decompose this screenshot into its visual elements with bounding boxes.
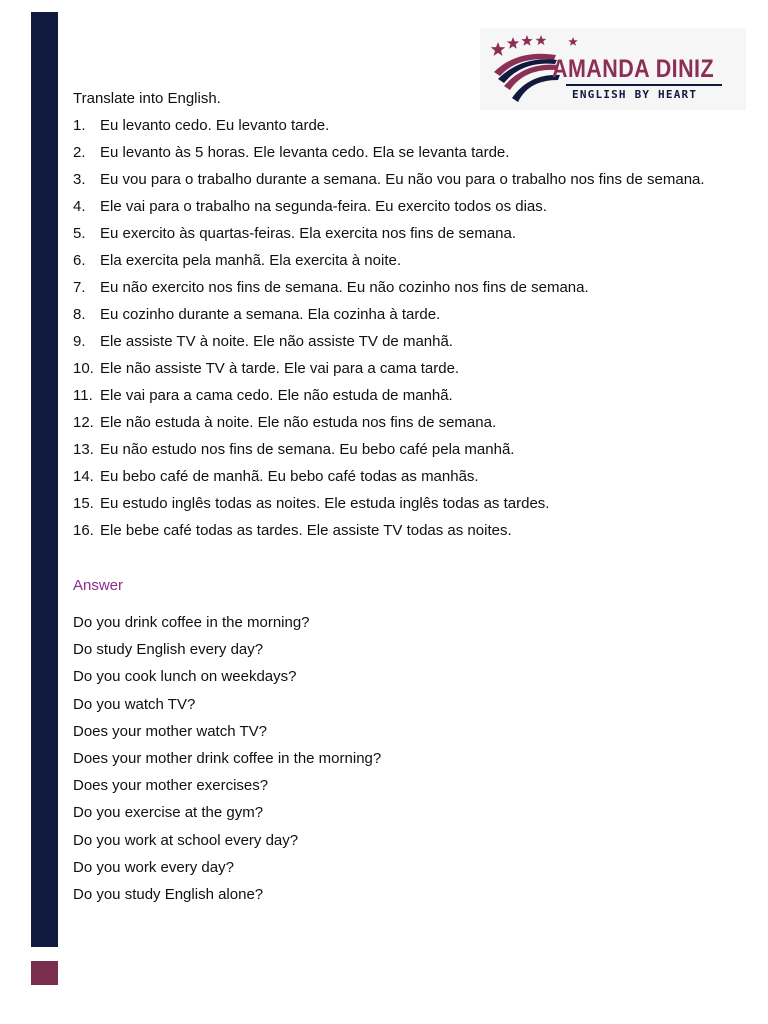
exercise-item-number: 4. — [73, 198, 86, 215]
exercise-item-text: Eu cozinho durante a semana. Ela cozinha à tarde. — [100, 306, 441, 323]
answer-item: Do you drink coffee in the morning? — [73, 614, 310, 631]
exercise-item-text: Ela exercita pela manhã. Ela exercita à noite. — [100, 252, 402, 269]
exercise-item-number: 8. — [73, 306, 86, 323]
answer-item: Does your mother exercises? — [73, 777, 269, 795]
exercise-item — [73, 382, 713, 409]
exercise-item-number: 1. — [73, 117, 86, 134]
exercise-item — [73, 409, 713, 436]
exercise-item-text: Ele bebe café todas as tardes. Ele assiste TV todas as noites. — [100, 522, 512, 539]
exercise-item — [73, 193, 713, 220]
exercise-item-number: 3. — [73, 171, 86, 188]
side-accent-bar — [31, 12, 58, 947]
exercise-item-text: Eu não estudo nos fins de semana. Eu bebo café pela manhã. — [100, 441, 515, 458]
exercise-item-number: 5. — [73, 225, 86, 242]
answer-item: Do you study English alone? — [73, 886, 264, 904]
exercise-item — [73, 355, 713, 382]
exercise-item — [73, 247, 713, 274]
exercise-item — [73, 301, 713, 328]
logo-title: AMANDA DINIZ — [552, 55, 715, 83]
exercise-item — [73, 139, 713, 166]
answer-item: Does your mother drink coffee in the morning? — [73, 750, 382, 768]
answer-item: Does your mother watch TV? — [73, 722, 267, 740]
exercise-item-text: Ele não assiste TV à tarde. Ele vai para a cama tarde. — [100, 360, 460, 377]
exercise-item — [73, 166, 713, 193]
exercise-item-text: Eu não exercito nos fins de semana. Eu não cozinho nos fins de semana. — [100, 279, 589, 296]
answer-item: Do you watch TV? — [73, 695, 196, 713]
side-accent-square — [31, 961, 58, 985]
exercise-item — [73, 328, 713, 355]
exercise-item-text: Ele vai para o trabalho na segunda-feira. Eu exercito todos os dias. — [100, 198, 547, 215]
answer-heading: Answer — [73, 577, 124, 594]
answer-item: Do you exercise at the gym? — [73, 804, 264, 822]
exercise-item-number: 16. — [73, 522, 94, 539]
exercise-list — [73, 112, 713, 544]
answer-item: Do you work every day? — [73, 858, 234, 876]
exercise-item-number: 13. — [73, 441, 94, 458]
exercise-item-text: Eu estudo inglês todas as noites. Ele estuda inglês todas as tardes. — [100, 495, 550, 512]
answer-item: Do you work at school every day? — [73, 831, 299, 849]
exercise-item-number: 12. — [73, 414, 94, 431]
exercise-item-text: Ele não estuda à noite. Ele não estuda nos fins de semana. — [100, 414, 497, 431]
instruction-text: Translate into English. — [73, 90, 221, 107]
exercise-item-text: Ele vai para a cama cedo. Ele não estuda de manhã. — [100, 387, 453, 404]
exercise-item-number: 2. — [73, 144, 86, 161]
exercise-item — [73, 490, 713, 517]
answer-list — [73, 609, 713, 908]
logo-subtitle: ENGLISH BY HEART — [572, 88, 698, 101]
exercise-item-number: 9. — [73, 333, 86, 350]
exercise-item-text: Eu levanto às 5 horas. Ele levanta cedo. Ela se levanta tarde. — [100, 144, 510, 161]
exercise-item-text: Eu exercito às quartas-feiras. Ela exercita nos fins de semana. — [100, 225, 517, 242]
exercise-item — [73, 463, 713, 490]
exercise-item — [73, 436, 713, 463]
exercise-item-text: Eu levanto cedo. Eu levanto tarde. — [100, 117, 330, 134]
exercise-item-text: Eu vou para o trabalho durante a semana. Eu não vou para o trabalho nos fins de semana. — [100, 171, 705, 188]
exercise-item — [73, 517, 713, 544]
exercise-item-number: 10. — [73, 360, 94, 377]
exercise-item — [73, 112, 713, 139]
exercise-item — [73, 220, 713, 247]
answer-item: Do study English every day? — [73, 641, 264, 659]
exercise-item-text: Eu bebo café de manhã. Eu bebo café todas as manhãs. — [100, 468, 479, 485]
exercise-item-number: 11. — [73, 387, 93, 404]
exercise-item-number: 6. — [73, 252, 86, 269]
answer-item: Do you cook lunch on weekdays? — [73, 668, 297, 686]
exercise-item — [73, 274, 713, 301]
exercise-item-number: 15. — [73, 495, 94, 512]
exercise-item-number: 7. — [73, 279, 86, 296]
exercise-item-number: 14. — [73, 468, 94, 485]
worksheet-content — [73, 85, 713, 908]
exercise-item-text: Ele assiste TV à noite. Ele não assiste TV de manhã. — [100, 333, 453, 350]
